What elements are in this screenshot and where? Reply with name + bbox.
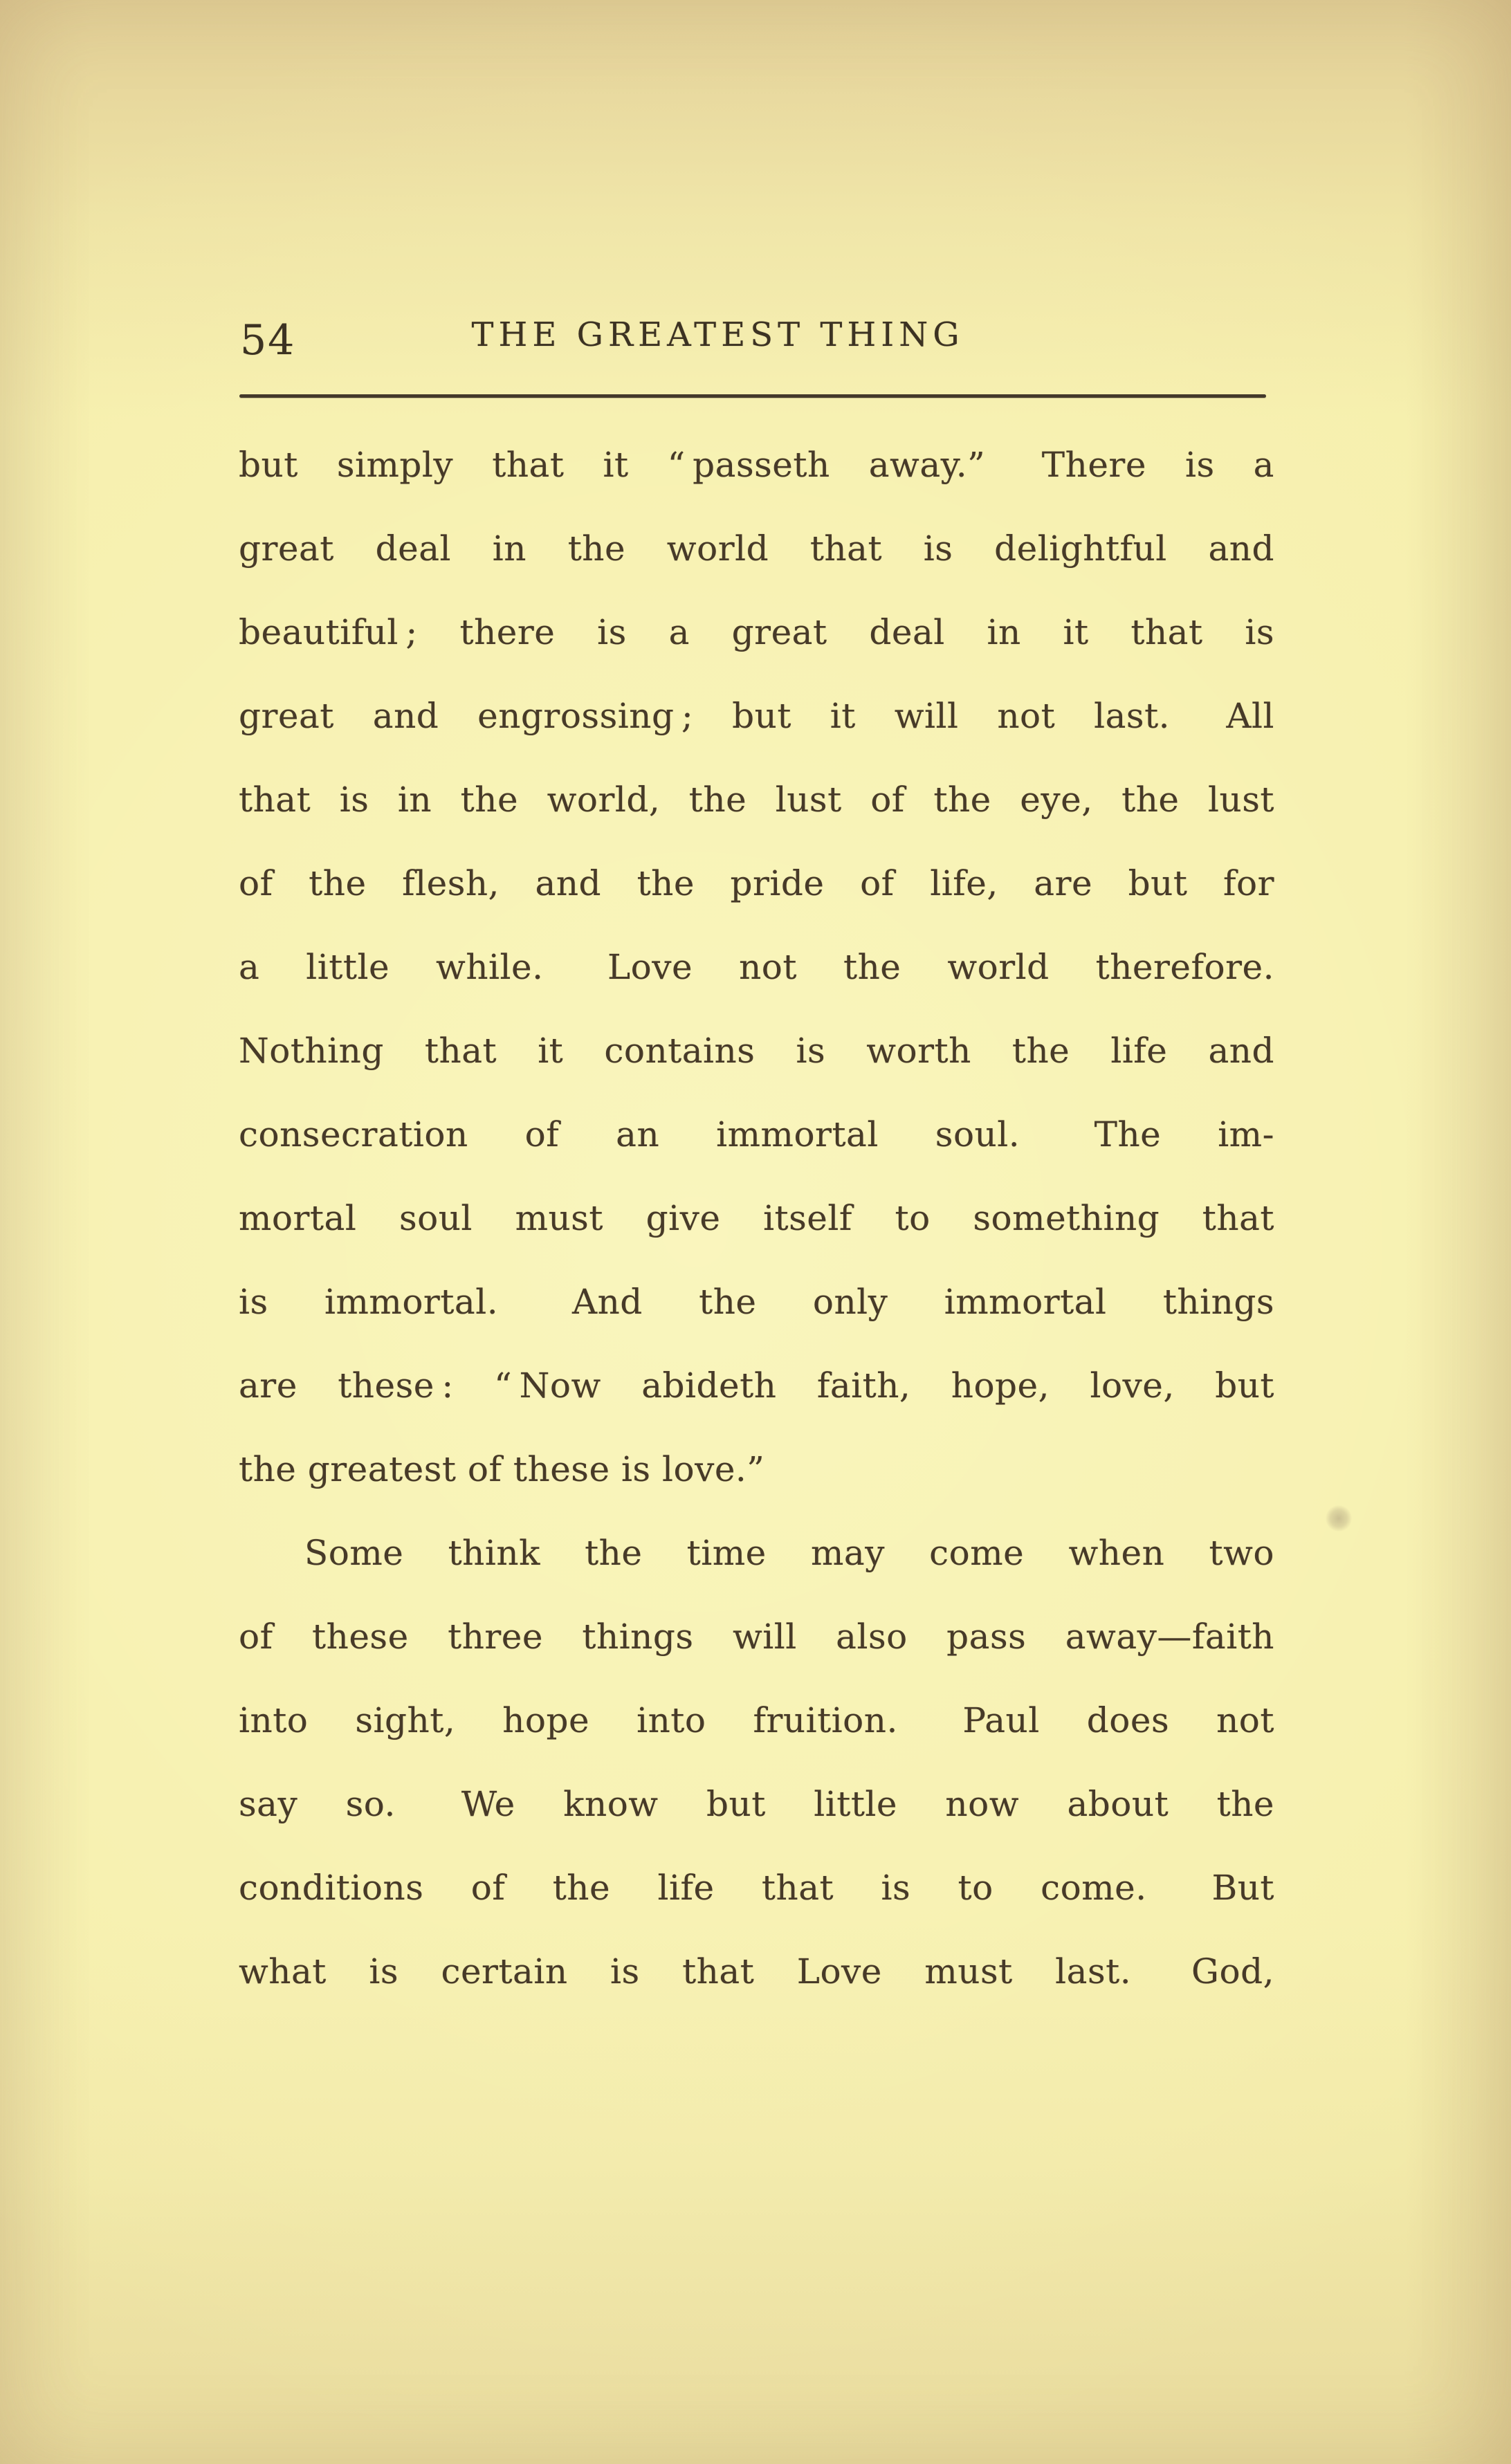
text-line: mortal soul must give itself to something that xyxy=(239,1198,1274,1238)
text-line: is immortal. And the only immortal things xyxy=(239,1282,1274,1322)
text-line: that is in the world, the lust of the eye, the lust xyxy=(239,780,1274,820)
text-line: of these three things will also pass away—faith xyxy=(239,1617,1274,1657)
text-line: a little while. Love not the world therefore. xyxy=(239,947,1274,987)
body-text xyxy=(239,423,1274,2014)
text-line: great deal in the world that is delightful and xyxy=(239,528,1274,569)
text-line: beautiful ; there is a great deal in it that is xyxy=(239,612,1274,652)
paper-speck xyxy=(1326,1505,1352,1532)
text-line: of the flesh, and the pride of life, are but for xyxy=(239,863,1274,903)
text-line: but simply that it “ passeth away.” There is a xyxy=(239,445,1274,485)
text-line: great and engrossing ; but it will not last. All xyxy=(239,696,1274,736)
page-number: 54 xyxy=(240,316,296,365)
text-line: conditions of the life that is to come. But xyxy=(239,1868,1274,1908)
text-line: what is certain is that Love must last. God, xyxy=(239,1951,1274,1992)
text-line: consecration of an immortal soul. The im- xyxy=(239,1114,1274,1155)
text-line: Nothing that it contains is worth the life and xyxy=(239,1031,1274,1071)
text-line: are these : “ Now abideth faith, hope, love, but xyxy=(239,1366,1274,1406)
text-line: into sight, hope into fruition. Paul does not xyxy=(239,1700,1274,1740)
running-title: THE GREATEST THING xyxy=(471,315,964,354)
text-line: the greatest of these is love.” xyxy=(239,1449,765,1489)
header-rule xyxy=(239,394,1266,398)
text-line: Some think the time may come when two xyxy=(304,1533,1274,1573)
text-line: say so. We know but little now about the xyxy=(239,1784,1274,1824)
